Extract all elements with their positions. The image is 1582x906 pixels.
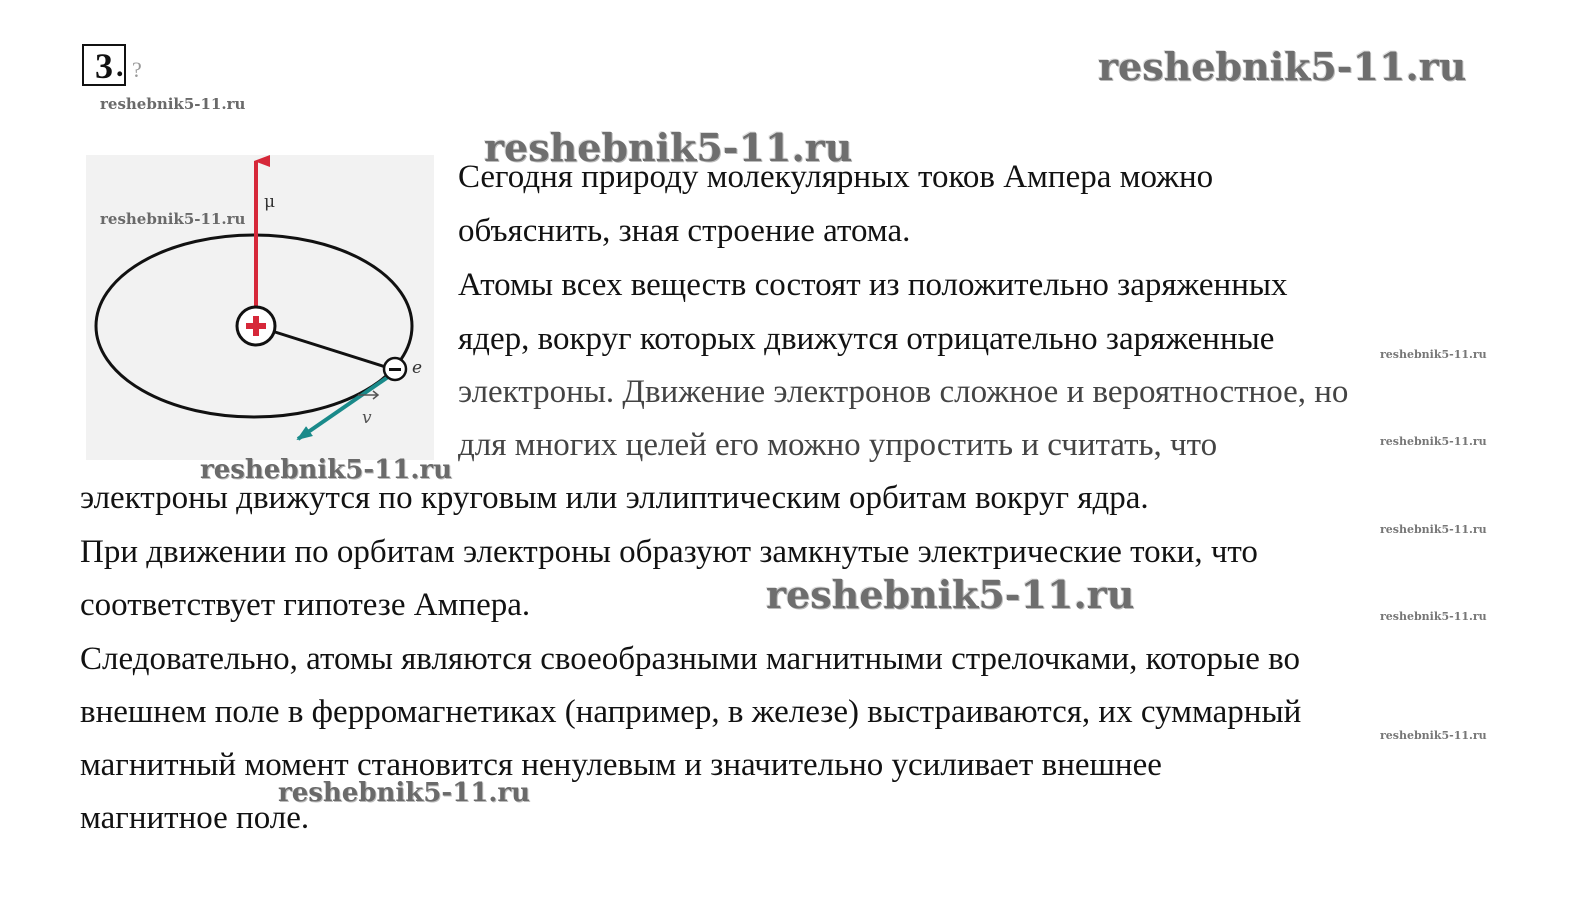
text-line-2: объяснить, зная строение атома. xyxy=(458,213,911,249)
label-e: e xyxy=(412,358,423,378)
watermark-right-1: reshebnik5-11.ru xyxy=(1380,348,1487,361)
text-line-13: магнитное поле. xyxy=(80,800,310,836)
watermark-right-4: reshebnik5-11.ru xyxy=(1380,610,1487,623)
atom-orbit-figure xyxy=(86,155,434,460)
task-number-dot: . xyxy=(116,50,124,83)
text-line-12: магнитный момент становится ненулевым и значительно усиливает внешнее xyxy=(80,747,1162,783)
text-line-4: ядер, вокруг которых движутся отрицательно заряженные xyxy=(458,321,1275,357)
watermark-upper-center: reshebnik5-11.ru xyxy=(484,125,853,170)
watermark-right-5: reshebnik5-11.ru xyxy=(1380,729,1487,742)
text-line-9: соответствует гипотезе Ампера. xyxy=(80,587,531,623)
radius-line xyxy=(256,326,392,369)
watermark-figure: reshebnik5-11.ru xyxy=(100,210,246,228)
text-line-1: Сегодня природу молекулярных токов Ампера можно xyxy=(458,159,1214,195)
watermark-bottom: reshebnik5-11.ru xyxy=(278,778,531,808)
text-line-8: При движении по орбитам электроны образуют замкнутые электрические токи, что xyxy=(80,534,1258,570)
text-line-7: электроны движутся по круговым или эллиптическим орбитам вокруг ядра. xyxy=(80,480,1149,516)
text-line-5: электроны. Движение электронов сложное и вероятностное, но xyxy=(458,374,1349,410)
watermark-below-figure: reshebnik5-11.ru xyxy=(200,455,453,485)
watermark-top-left: reshebnik5-11.ru xyxy=(100,95,246,113)
watermark-right-2: reshebnik5-11.ru xyxy=(1380,435,1487,448)
nucleus-plus-v xyxy=(253,316,259,336)
velocity-arrow xyxy=(298,377,388,439)
atom-orbit-diagram xyxy=(86,155,434,460)
watermark-top-right: reshebnik5-11.ru xyxy=(1098,44,1467,89)
watermark-middle: reshebnik5-11.ru xyxy=(766,572,1135,617)
text-line-11: внешнем поле в ферромагнетиках (например, в железе) выстраиваются, их суммарный xyxy=(80,694,1302,730)
label-mu: μ xyxy=(264,192,276,212)
task-number: 3 xyxy=(82,44,126,86)
task-question-mark: ? xyxy=(132,57,142,82)
watermark-right-3: reshebnik5-11.ru xyxy=(1380,523,1487,536)
text-line-10: Следовательно, атомы являются своеобразными магнитными стрелочками, которые во xyxy=(80,641,1300,677)
label-v: v xyxy=(362,408,372,428)
text-line-3: Атомы всех веществ состоят из положительно заряженных xyxy=(458,267,1288,303)
text-line-6: для многих целей его можно упростить и считать, что xyxy=(458,427,1218,463)
electron-minus xyxy=(389,368,401,371)
